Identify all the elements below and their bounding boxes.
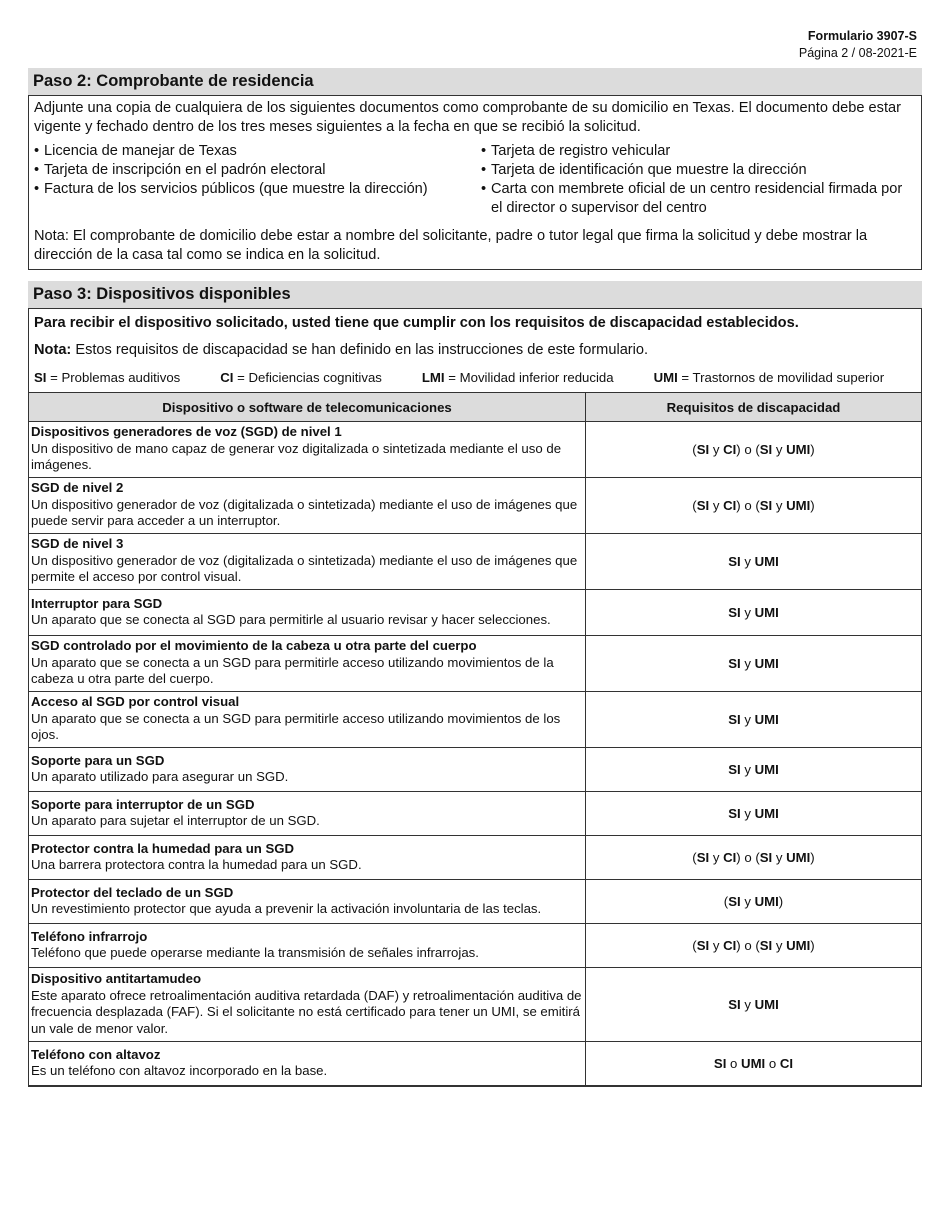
device-title: Protector del teclado de un SGD [31, 884, 234, 900]
requirement-cell [586, 968, 922, 1042]
table-row [29, 924, 921, 968]
device-description: Un aparato que se conecta a un SGD para permitirle acceso utilizando movimientos de los ojos. [31, 710, 561, 743]
device-cell [29, 422, 586, 478]
device-description: Teléfono que puede operarse mediante la transmisión de señales infrarrojas. [31, 945, 479, 960]
device-description: Un dispositivo de mano capaz de generar voz digitalizada o sintetizada mediante el uso de imágenes. [31, 440, 562, 473]
device-description: Un dispositivo generador de voz (digitalizada o sintetizada) mediante el uso de imágenes que puede servir para acceder a un interruptor. [31, 496, 578, 529]
requirement-cell [586, 1042, 922, 1086]
device-cell [29, 590, 586, 636]
table-row [29, 792, 921, 836]
note-label: Nota: [34, 342, 72, 358]
table-row [29, 1042, 921, 1086]
requirement-cell [586, 692, 922, 748]
note-text: Estos requisitos de discapacidad se han definido en las instrucciones de este formulario. [71, 342, 649, 358]
list-item: • Tarjeta de inscripción en el padrón electoral [34, 161, 481, 180]
device-description: Un aparato que se conecta al SGD para permitirle al usuario revisar y hacer selecciones. [31, 612, 551, 627]
step2-body [28, 95, 922, 270]
device-description: Un revestimiento protector que ayuda a prevenir la activación involuntaria de las teclas. [31, 901, 542, 916]
table-row [29, 692, 921, 748]
table-row [29, 478, 921, 534]
device-title: Protector contra la humedad para un SGD [31, 840, 295, 856]
device-title: Acceso al SGD por control visual [31, 694, 240, 710]
legend-desc: = Deficiencias cognitivas [233, 370, 382, 385]
requirement-cell [586, 748, 922, 792]
list-item: • Tarjeta de registro vehicular [481, 142, 916, 161]
device-cell [29, 636, 586, 692]
requirement-value: SI y UMI [728, 762, 779, 777]
device-title: Interruptor para SGD [31, 595, 163, 611]
requirement-cell [586, 836, 922, 880]
device-title: Dispositivo antitartamudeo [31, 971, 201, 986]
device-cell [29, 478, 586, 534]
requirement-value: SI y UMI [728, 554, 779, 569]
table-row [29, 636, 921, 692]
table-row [29, 422, 921, 478]
requirement-value: SI y UMI [728, 605, 779, 620]
table-row [29, 836, 921, 880]
legend-code: SI [34, 370, 47, 385]
list-item: • Licencia de manejar de Texas [34, 142, 481, 161]
step3-requirement: Para recibir el dispositivo solicitado, usted tiene que cumplir con los requisitos de discapacidad establecidos. [34, 315, 799, 331]
step3-note [29, 332, 921, 359]
device-cell [29, 1042, 586, 1086]
legend-item-ci [220, 370, 382, 386]
device-description: Este aparato ofrece retroalimentación auditiva retardada (DAF) y retroalimentación auditiva de frecuencia desplazada (FAF). Si el solicitante no está certificado para tener un UMI, se emitirá un vale de menor valor. [31, 987, 582, 1036]
requirement-value: (SI y CI) o (SI y UMI) [692, 442, 815, 457]
device-title: Soporte para interruptor de un SGD [31, 796, 255, 812]
device-title: Teléfono infrarrojo [31, 928, 148, 944]
requirement-value: (SI y CI) o (SI y UMI) [692, 938, 815, 953]
legend-item-si [34, 370, 180, 386]
legend-desc: = Problemas auditivos [46, 370, 181, 385]
requirement-value: SI y UMI [728, 997, 779, 1012]
device-description: Una barrera protectora contra la humedad para un SGD. [31, 857, 362, 872]
devices-table [29, 392, 921, 1086]
device-title: Soporte para un SGD [31, 752, 165, 768]
step2-intro: Adjunte una copia de cualquiera de los siguientes documentos como comprobante de su domicilio en Texas. El documento debe estar vigente y fechado dentro de los tres meses siguientes a la fecha en que se recibió la solicitud. [34, 100, 901, 135]
list-item: • Factura de los servicios públicos (que muestre la dirección) [34, 180, 481, 199]
device-description: Un aparato para sujetar el interruptor de un SGD. [31, 813, 320, 828]
table-row [29, 880, 921, 924]
step2-section [28, 68, 922, 270]
device-description: Un aparato utilizado para asegurar un SGD. [31, 769, 289, 784]
step3-intro-box [28, 308, 922, 392]
requirement-cell [586, 924, 922, 968]
legend-desc: = Trastornos de movilidad superior [677, 370, 885, 385]
device-title: Teléfono con altavoz [31, 1046, 161, 1062]
step3-section [28, 281, 922, 1087]
device-cell [29, 880, 586, 924]
step2-title: Paso 2: Comprobante de residencia [28, 68, 922, 95]
requirement-value: (SI y CI) o (SI y UMI) [692, 498, 815, 513]
device-description: Un dispositivo generador de voz (digitalizada o sintetizada) mediante el uso de imágenes que permite el acceso por control visual. [31, 552, 578, 585]
legend-code: LMI [421, 370, 445, 385]
table-header-row [29, 393, 921, 422]
table-row [29, 590, 921, 636]
device-title: SGD controlado por el movimiento de la cabeza u otra parte del cuerpo [31, 638, 477, 654]
device-cell [29, 692, 586, 748]
legend-desc: = Movilidad inferior reducida [444, 370, 614, 385]
list-item: • Carta con membrete oficial de un centro residencial firmada por el director o supervisor del centro [481, 180, 916, 218]
form-header [799, 28, 917, 62]
device-title: SGD de nivel 2 [31, 480, 124, 496]
step3-title: Paso 3: Dispositivos disponibles [28, 281, 922, 308]
legend-item-umi [654, 370, 885, 386]
table-row [29, 534, 921, 590]
legend-code: CI [220, 370, 234, 385]
step2-note: Nota: El comprobante de domicilio debe estar a nombre del solicitante, padre o tutor legal que firma la solicitud y debe mostrar la dirección de la casa tal como se indica en la solicitud. [34, 228, 868, 263]
requirement-value: SI y UMI [728, 806, 779, 821]
requirement-cell [586, 590, 922, 636]
device-cell [29, 836, 586, 880]
table-row [29, 968, 921, 1042]
requirement-cell [586, 478, 922, 534]
requirement-cell [586, 534, 922, 590]
device-cell [29, 924, 586, 968]
requirement-cell [586, 792, 922, 836]
list-item: • Tarjeta de identificación que muestre la dirección [481, 161, 916, 180]
device-description: Es un teléfono con altavoz incorporado en la base. [31, 1063, 328, 1078]
step2-right-list [481, 142, 916, 218]
device-cell [29, 534, 586, 590]
requirement-cell [586, 880, 922, 924]
col-header-device: Dispositivo o software de telecomunicaciones [29, 393, 586, 422]
disability-legend [29, 359, 921, 392]
device-title: SGD de nivel 3 [31, 536, 124, 552]
device-cell [29, 748, 586, 792]
requirement-value: (SI y UMI) [723, 894, 784, 909]
requirement-value: SI y UMI [728, 656, 779, 671]
col-header-requirements: Requisitos de discapacidad [586, 393, 922, 422]
step2-left-list [34, 142, 481, 218]
device-cell [29, 968, 586, 1042]
form-number: Formulario 3907-S [807, 29, 917, 43]
device-title: Dispositivos generadores de voz (SGD) de nivel 1 [31, 424, 342, 440]
page-info: Página 2 / 08-2021-E [798, 46, 917, 60]
requirement-value: SI o UMI o CI [713, 1056, 794, 1071]
requirement-value: (SI y CI) o (SI y UMI) [692, 850, 815, 865]
legend-code: UMI [653, 370, 678, 385]
device-cell [29, 792, 586, 836]
devices-table-wrap [28, 392, 922, 1087]
legend-item-lmi [422, 370, 614, 386]
requirement-cell [586, 636, 922, 692]
requirement-cell [586, 422, 922, 478]
table-row [29, 748, 921, 792]
device-description: Un aparato que se conecta a un SGD para permitirle acceso utilizando movimientos de la cabeza u otra parte del cuerpo. [31, 654, 554, 687]
requirement-value: SI y UMI [728, 712, 779, 727]
